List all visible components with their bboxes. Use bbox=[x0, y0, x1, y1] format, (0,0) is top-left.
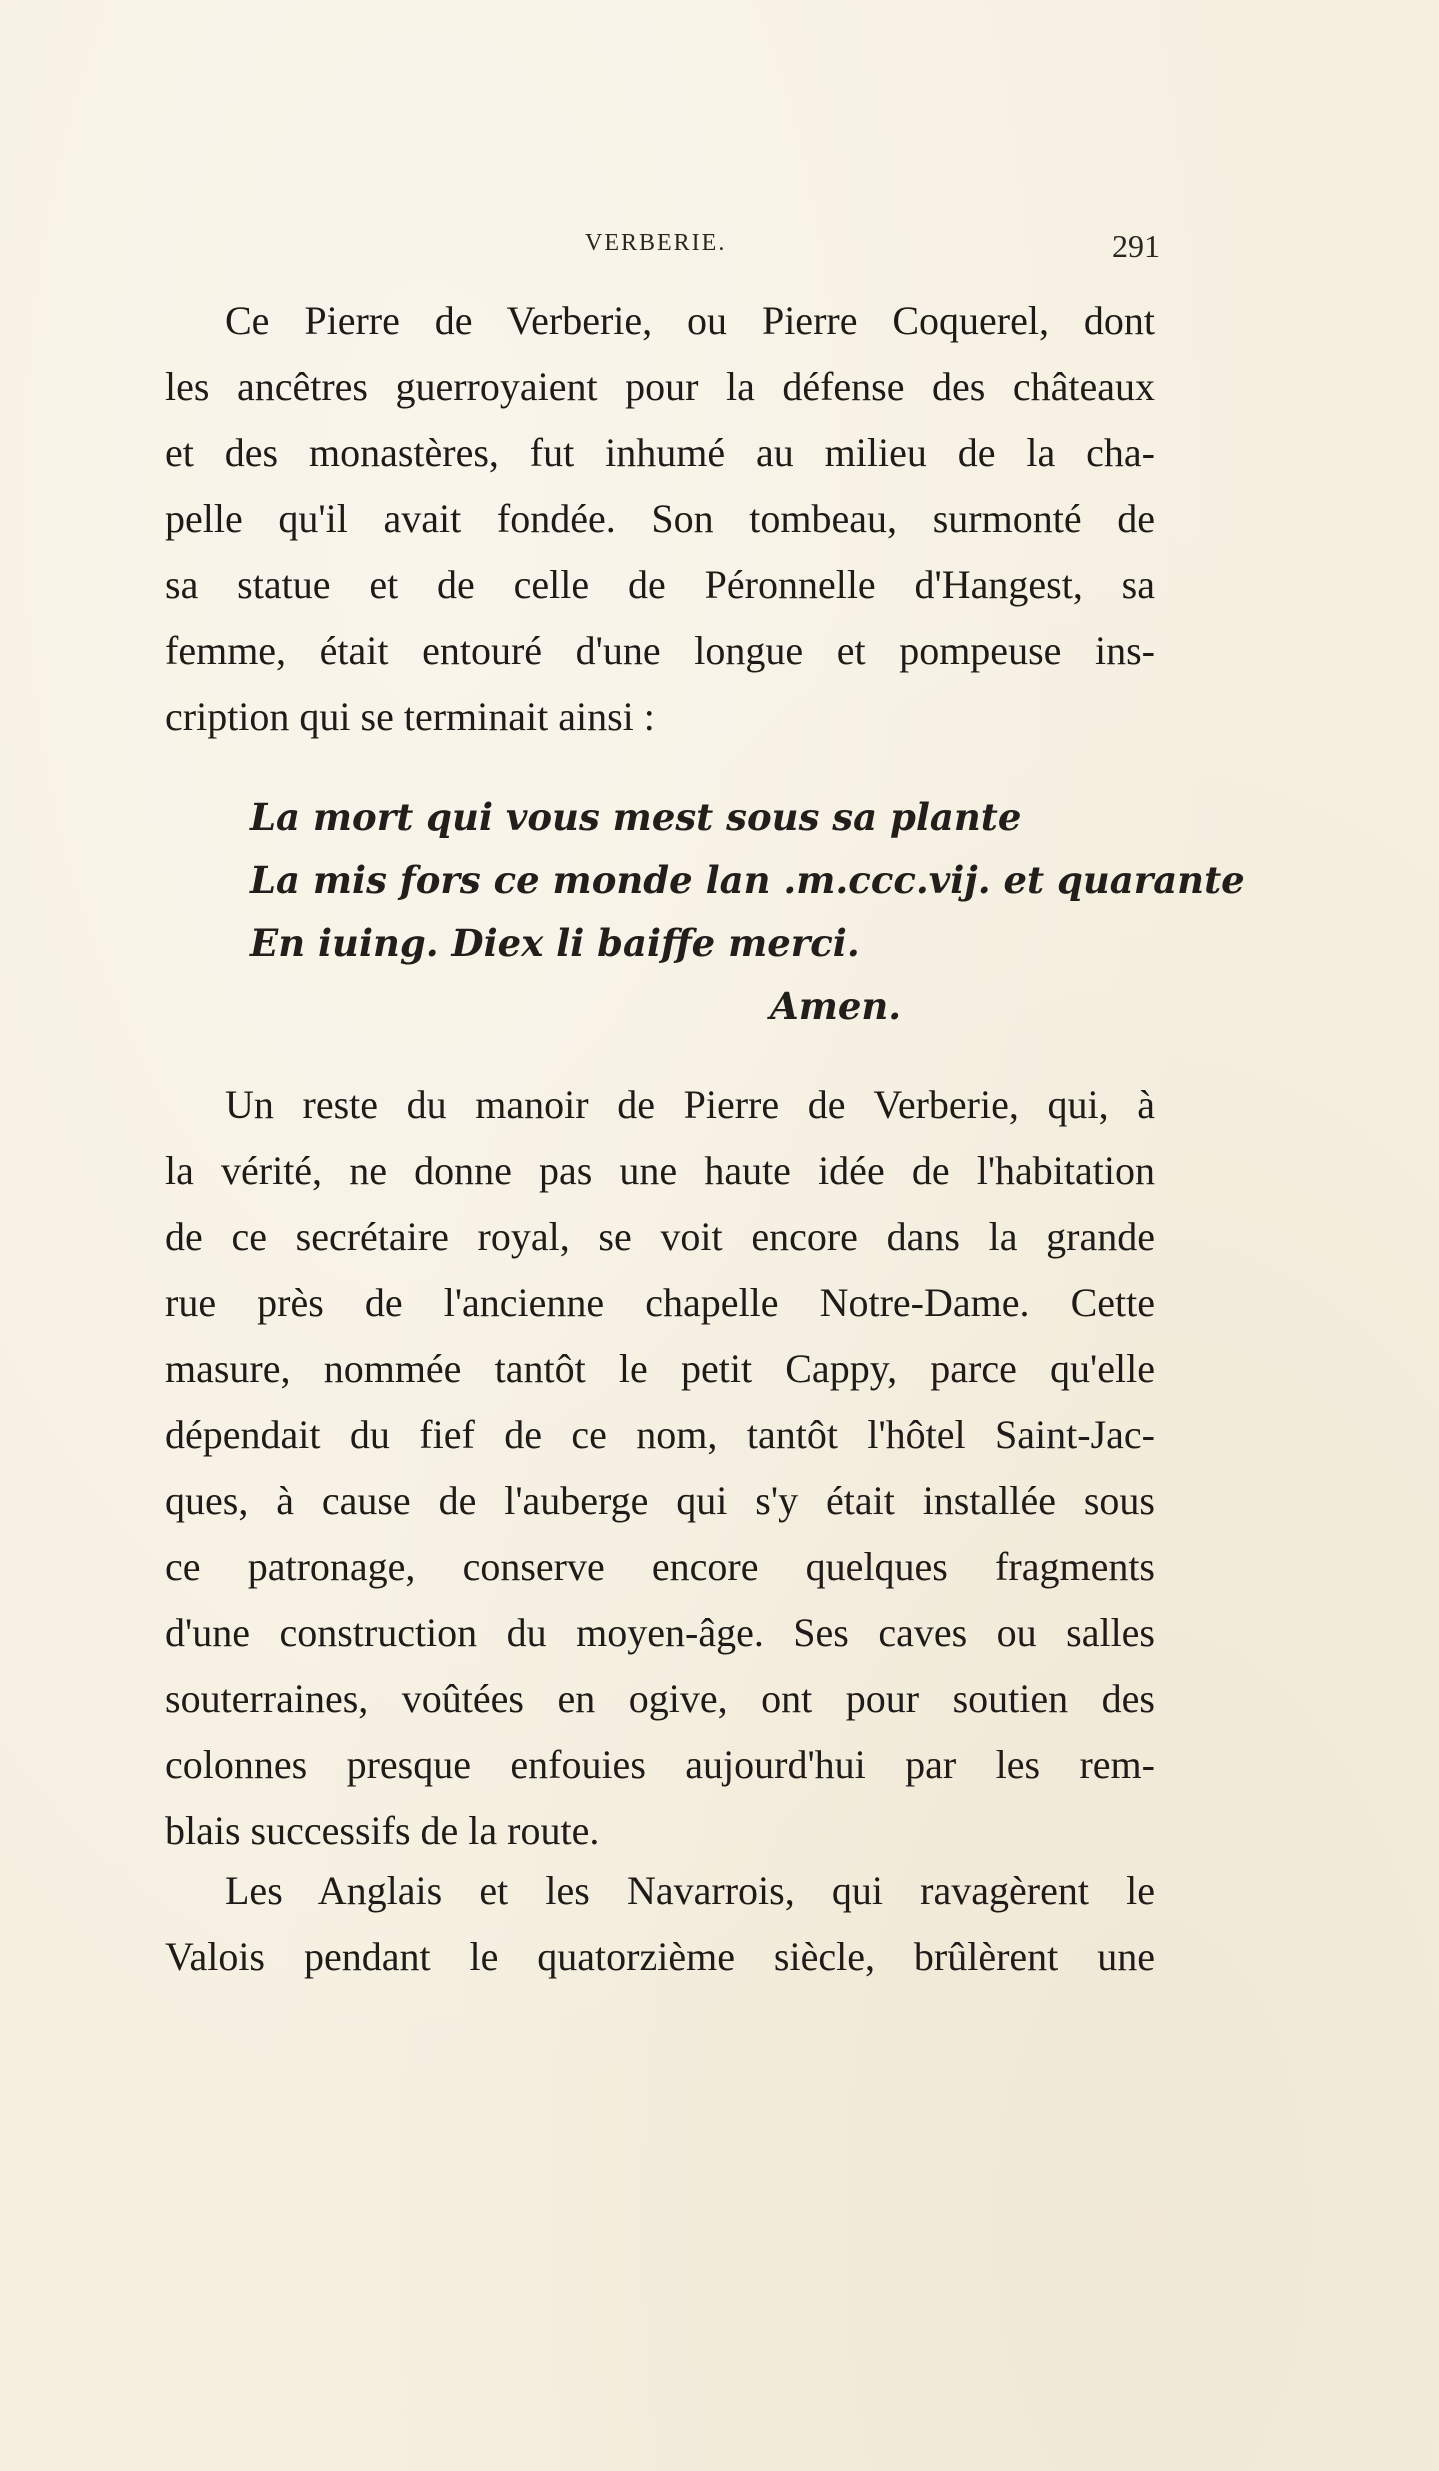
text-line: Les Anglais et les Navarrois, qui ravagèrent le bbox=[225, 1868, 1155, 1913]
text-line: blais successifs de la route. bbox=[165, 1808, 600, 1853]
page-header bbox=[170, 228, 1160, 268]
page-number: 291 bbox=[1112, 228, 1160, 264]
paragraph-2 bbox=[165, 1072, 1155, 1864]
text-line: les ancêtres guerroyaient pour la défense des châteaux bbox=[165, 364, 1155, 409]
paragraph-1 bbox=[165, 288, 1155, 750]
paragraph-3 bbox=[165, 1858, 1155, 1990]
text-line: cription qui se terminait ainsi : bbox=[165, 694, 655, 739]
text-line: rue près de l'ancienne chapelle Notre-Dame. Cette bbox=[165, 1280, 1155, 1325]
gothic-inscription bbox=[250, 786, 1245, 1038]
text-line: colonnes presque enfouies aujourd'hui par les rem- bbox=[165, 1742, 1155, 1787]
inscription-line: La mort qui vous mest sous sa plante bbox=[250, 795, 1022, 839]
text-line: femme, était entouré d'une longue et pompeuse ins- bbox=[165, 628, 1155, 673]
text-line: ce patronage, conserve encore quelques fragments bbox=[165, 1544, 1155, 1589]
text-line: Valois pendant le quatorzième siècle, brûlèrent une bbox=[165, 1934, 1155, 1979]
text-line: de ce secrétaire royal, se voit encore dans la grande bbox=[165, 1214, 1155, 1259]
text-line: Ce Pierre de Verberie, ou Pierre Coquerel, dont bbox=[225, 298, 1155, 343]
inscription-amen: Amen. bbox=[770, 984, 902, 1028]
running-head: VERBERIE. bbox=[585, 230, 727, 256]
text-line: ques, à cause de l'auberge qui s'y était installée sous bbox=[165, 1478, 1155, 1523]
text-line: la vérité, ne donne pas une haute idée de l'habitation bbox=[165, 1148, 1155, 1193]
inscription-line: En iuing. Diex li baiffe merci. bbox=[250, 921, 860, 965]
text-line: et des monastères, fut inhumé au milieu de la cha- bbox=[165, 430, 1155, 475]
text-line: dépendait du fief de ce nom, tantôt l'hôtel Saint-Jac- bbox=[165, 1412, 1155, 1457]
text-line: masure, nommée tantôt le petit Cappy, parce qu'elle bbox=[165, 1346, 1155, 1391]
text-line: pelle qu'il avait fondée. Son tombeau, surmonté de bbox=[165, 496, 1155, 541]
inscription-line: La mis fors ce monde lan .m.ccc.vij. et quarante bbox=[250, 858, 1245, 902]
text-line: souterraines, voûtées en ogive, ont pour soutien des bbox=[165, 1676, 1155, 1721]
text-line: sa statue et de celle de Péronnelle d'Hangest, sa bbox=[165, 562, 1155, 607]
text-line: d'une construction du moyen-âge. Ses caves ou salles bbox=[165, 1610, 1155, 1655]
text-line: Un reste du manoir de Pierre de Verberie, qui, à bbox=[225, 1082, 1155, 1127]
